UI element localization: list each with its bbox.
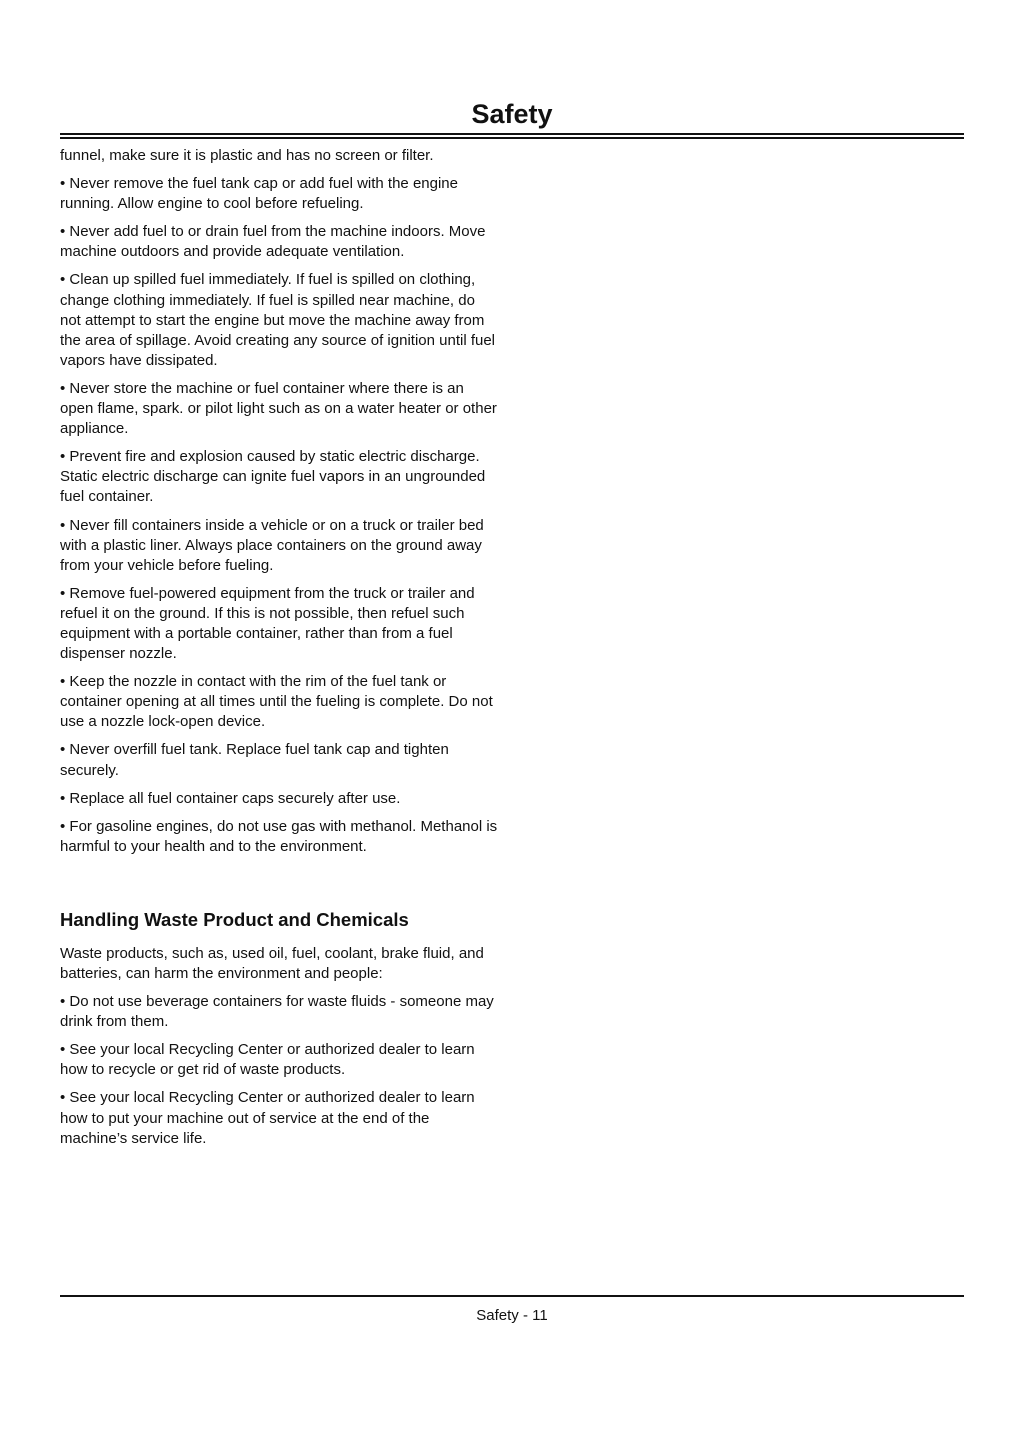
waste-bullet-service-life: • See your local Recycling Center or authorized dealer to learn how to put your machine out of service at the end of the machine’s service life.: [60, 1089, 475, 1147]
header-rule-top: [60, 133, 964, 135]
header-double-rule: [60, 133, 964, 139]
fuel-bullet-engine-cap: • Never remove the fuel tank cap or add fuel with the engine running. Allow engine to cool before refueling.: [60, 175, 458, 213]
waste-intro: Waste products, such as, used oil, fuel, coolant, brake fluid, and batteries, can harm the environment and people:: [60, 944, 484, 982]
fuel-bullet-methanol: • For gasoline engines, do not use gas with methanol. Methanol is harmful to your health and to the environment.: [60, 817, 498, 855]
waste-bullet-beverage-containers: • Do not use beverage containers for waste fluids - someone may drink from them.: [60, 993, 494, 1031]
fuel-paragraph-continuation: funnel, make sure it is plastic and has no screen or filter.: [60, 147, 434, 164]
waste-bullet-recycle: • See your local Recycling Center or authorized dealer to learn how to recycle or get rid of waste products.: [60, 1041, 475, 1079]
text-column: [60, 146, 498, 1157]
footer-rule: [60, 1295, 964, 1297]
waste-section-heading: Handling Waste Product and Chemicals: [60, 908, 409, 930]
fuel-bullet-vehicle-containers: • Never fill containers inside a vehicle or on a truck or trailer bed with a plastic liner. Always place containers on the ground away from your vehicle before fueling.: [60, 516, 484, 574]
fuel-bullet-storage: • Never store the machine or fuel container where there is an open flame, spark. or pilot light such as on a water heater or other appliance.: [60, 379, 497, 438]
page-number: Safety - 11: [476, 1307, 548, 1324]
fuel-bullet-remove-equipment: • Remove fuel-powered equipment from the truck or trailer and refuel it on the ground. If this is not possible, then refuel such equipment with a portable container, rather than from a fuel dispenser nozzle.: [60, 584, 475, 663]
fuel-bullet-static-discharge: • Prevent fire and explosion caused by static electric discharge. Static electric discharge can ignite fuel vapors in an ungrounded fuel container.: [60, 448, 486, 506]
fuel-bullet-nozzle-contact: • Keep the nozzle in contact with the rim of the fuel tank or container opening at all times until the fueling is complete. Do not use a nozzle lock-open device.: [60, 673, 493, 731]
page-header: [0, 96, 1024, 132]
fuel-bullet-overfill: • Never overfill fuel tank. Replace fuel tank cap and tighten securely.: [60, 741, 449, 779]
fuel-bullet-indoors: • Never add fuel to or drain fuel from the machine indoors. Move machine outdoors and provide adequate ventilation.: [60, 223, 486, 261]
header-rule-bottom: [60, 137, 964, 139]
fuel-bullet-container-caps: • Replace all fuel container caps securely after use.: [60, 789, 401, 807]
fuel-bullet-spilled-fuel: • Clean up spilled fuel immediately. If fuel is spilled on clothing, change clothing immediately. If fuel is spilled near machine, do not attempt to start the engine but move the machine away from the area of spillage. Avoid creating any source of ignition until fuel vapors have dissipated.: [60, 271, 495, 369]
page-title: Safety: [471, 99, 553, 129]
